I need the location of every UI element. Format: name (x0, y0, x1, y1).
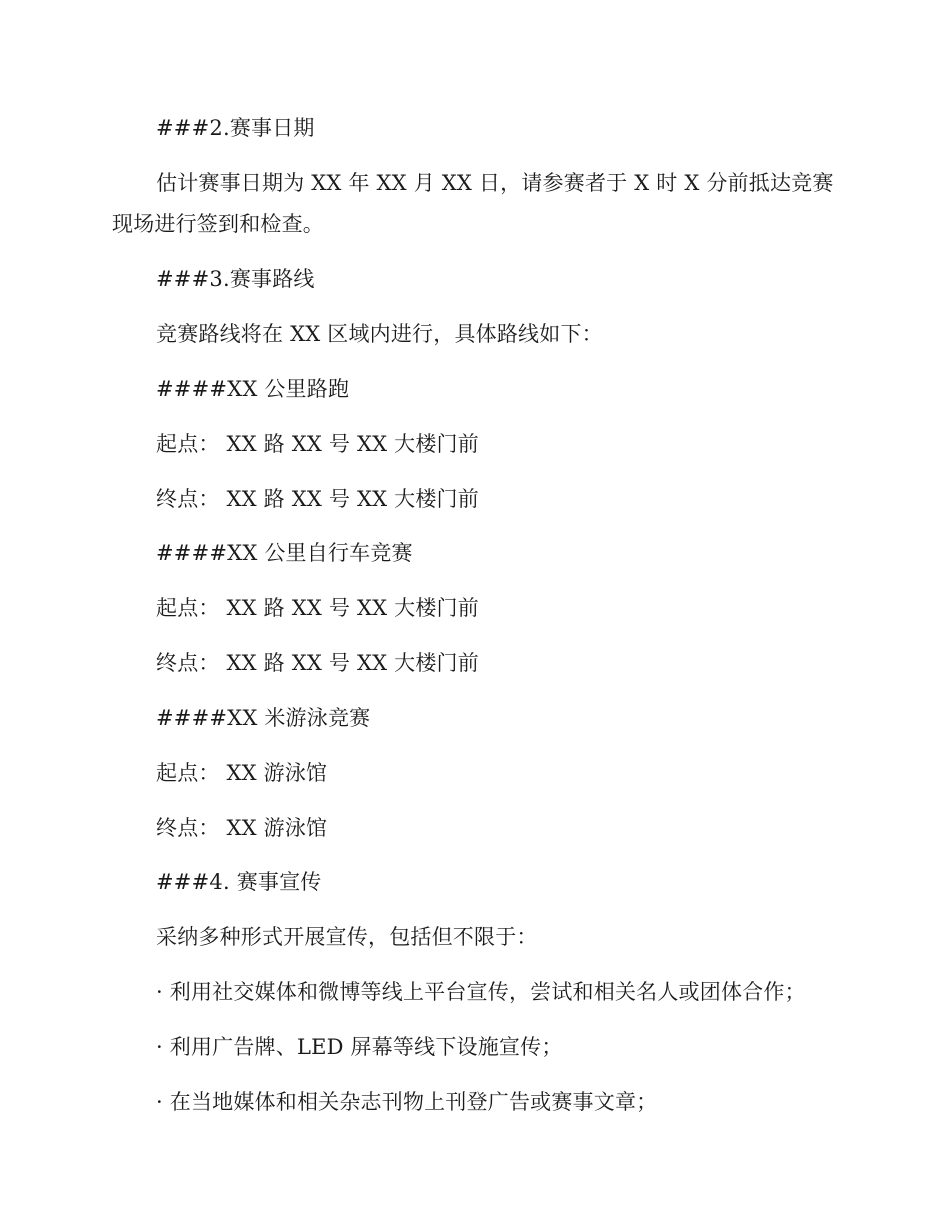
subheading-swim: ####XX 米游泳竞赛 (156, 706, 371, 730)
cycling-start: 起点： XX 路 XX 号 XX 大楼门前 (156, 596, 479, 620)
subheading-cycling: ####XX 公里自行车竞赛 (156, 541, 413, 565)
paragraph-event-date: 估计赛事日期为 XX 年 XX 月 XX 日，请参赛者于 X 时 X 分前抵达竞赛 (156, 171, 834, 195)
bullet-item-online: · 利用社交媒体和微博等线上平台宣传，尝试和相关名人或团体合作； (156, 980, 806, 1004)
section-heading-route: ###3.赛事路线 (156, 267, 315, 291)
bullet-item-media: · 在当地媒体和相关杂志刊物上刊登广告或赛事文章； (156, 1090, 658, 1114)
paragraph-event-date-cont: 现场进行签到和检查。 (112, 212, 324, 236)
section-heading-promotion: ###4. 赛事宣传 (156, 870, 322, 894)
paragraph-promotion-intro: 采纳多种形式开展宣传，包括但不限于： (156, 925, 538, 949)
bullet-item-offline: · 利用广告牌、LED 屏幕等线下设施宣传； (156, 1035, 563, 1059)
run-end: 终点： XX 路 XX 号 XX 大楼门前 (156, 487, 479, 511)
run-start: 起点： XX 路 XX 号 XX 大楼门前 (156, 432, 479, 456)
swim-end: 终点： XX 游泳馆 (156, 816, 328, 840)
cycling-end: 终点： XX 路 XX 号 XX 大楼门前 (156, 651, 479, 675)
swim-start: 起点： XX 游泳馆 (156, 761, 328, 785)
section-heading-event-date: ###2.赛事日期 (156, 116, 315, 140)
paragraph-route-intro: 竞赛路线将在 XX 区域内进行，具体路线如下： (156, 322, 603, 346)
subheading-run: ####XX 公里路跑 (156, 377, 350, 401)
